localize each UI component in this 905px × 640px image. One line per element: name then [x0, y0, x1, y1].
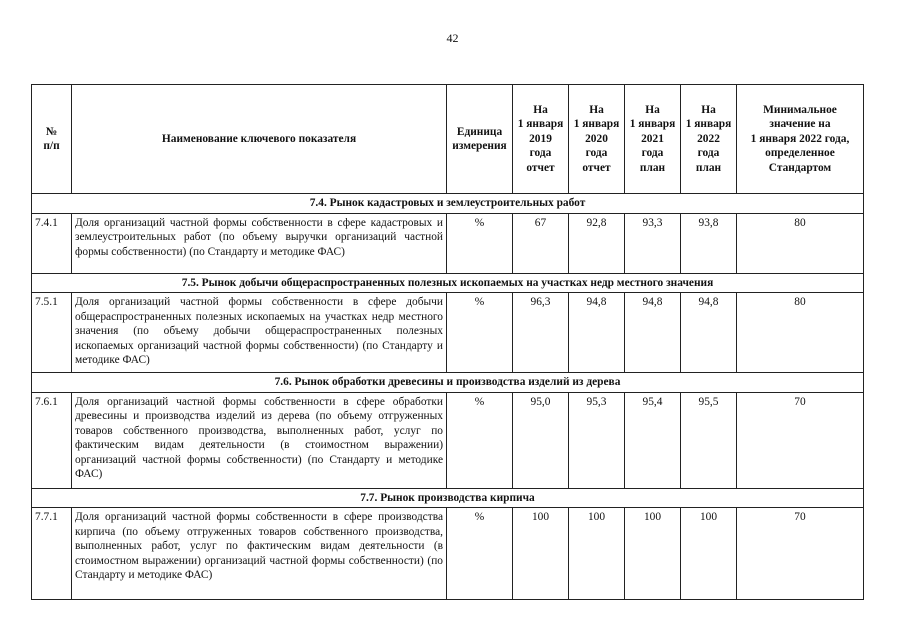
row-unit: %	[447, 213, 513, 273]
row-unit: %	[447, 293, 513, 373]
header-unit: Единица измерения	[447, 85, 513, 194]
header-2022: На 1 января 2022 года план	[681, 85, 737, 194]
header-2021: На 1 января 2021 года план	[625, 85, 681, 194]
row-value-2020: 94,8	[569, 293, 625, 373]
row-value-2021: 94,8	[625, 293, 681, 373]
page-number: 42	[446, 31, 459, 45]
row-name: Доля организаций частной формы собственности в сфере добычи общераспространенных полезных ископаемых на участках недр местного значения (по объему добычи общераспространенных полезных ископаемых организаций частной формы собственности) (по Стандарту и методике ФАС)	[72, 293, 447, 373]
row-num: 7.6.1	[32, 392, 72, 488]
row-value-2019: 67	[513, 213, 569, 273]
table-header-row	[32, 85, 864, 194]
section-title: 7.7. Рынок производства кирпича	[32, 488, 864, 508]
row-value-minimum: 80	[737, 293, 864, 373]
row-unit: %	[447, 392, 513, 488]
row-value-2020: 100	[569, 508, 625, 600]
row-num: 7.5.1	[32, 293, 72, 373]
row-value-2019: 95,0	[513, 392, 569, 488]
section-title: 7.4. Рынок кадастровых и землеустроительных работ	[32, 194, 864, 214]
section-row	[32, 273, 864, 293]
row-value-2022: 94,8	[681, 293, 737, 373]
row-value-2022: 93,8	[681, 213, 737, 273]
row-value-2019: 100	[513, 508, 569, 600]
section-title: 7.6. Рынок обработки древесины и производства изделий из дерева	[32, 373, 864, 393]
row-num: 7.4.1	[32, 213, 72, 273]
header-num: № п/п	[32, 85, 72, 194]
row-name: Доля организаций частной формы собственности в сфере обработки древесины и производства изделий из дерева (по объему отгруженных товаров собственного производства, выполненных работ, услуг по фактическим видам деятельности (в стоимостном выражении) организаций частной формы собственности) (по Стандарту и методике ФАС)	[72, 392, 447, 488]
header-minimum: Минимальное значение на 1 января 2022 года, определенное Стандартом	[737, 85, 864, 194]
row-value-2019: 96,3	[513, 293, 569, 373]
row-value-minimum: 70	[737, 508, 864, 600]
row-value-2021: 95,4	[625, 392, 681, 488]
row-num: 7.7.1	[32, 508, 72, 600]
table-row	[32, 392, 864, 488]
indicators-table	[31, 84, 864, 600]
header-name: Наименование ключевого показателя	[72, 85, 447, 194]
row-value-2021: 100	[625, 508, 681, 600]
row-unit: %	[447, 508, 513, 600]
table-row	[32, 293, 864, 373]
section-row	[32, 488, 864, 508]
header-2020: На 1 января 2020 года отчет	[569, 85, 625, 194]
section-title: 7.5. Рынок добычи общераспространенных полезных ископаемых на участках недр местного значения	[32, 273, 864, 293]
row-value-2022: 100	[681, 508, 737, 600]
row-value-2021: 93,3	[625, 213, 681, 273]
table-row	[32, 508, 864, 600]
row-value-2020: 92,8	[569, 213, 625, 273]
row-value-minimum: 80	[737, 213, 864, 273]
section-row	[32, 373, 864, 393]
section-row	[32, 194, 864, 214]
row-value-2022: 95,5	[681, 392, 737, 488]
table-row	[32, 213, 864, 273]
row-value-2020: 95,3	[569, 392, 625, 488]
row-name: Доля организаций частной формы собственности в сфере производства кирпича (по объему отгруженных товаров собственного производства, выполненных работ, услуг по фактическим видам деятельности (в стоимостном выражении) организаций частной формы собственности) (по Стандарту и методике ФАС)	[72, 508, 447, 600]
row-value-minimum: 70	[737, 392, 864, 488]
header-2019: На 1 января 2019 года отчет	[513, 85, 569, 194]
row-name: Доля организаций частной формы собственности в сфере кадастровых и землеустроительных работ (по объему выручки организаций частной формы собственности) (по Стандарту и методике ФАС)	[72, 213, 447, 273]
